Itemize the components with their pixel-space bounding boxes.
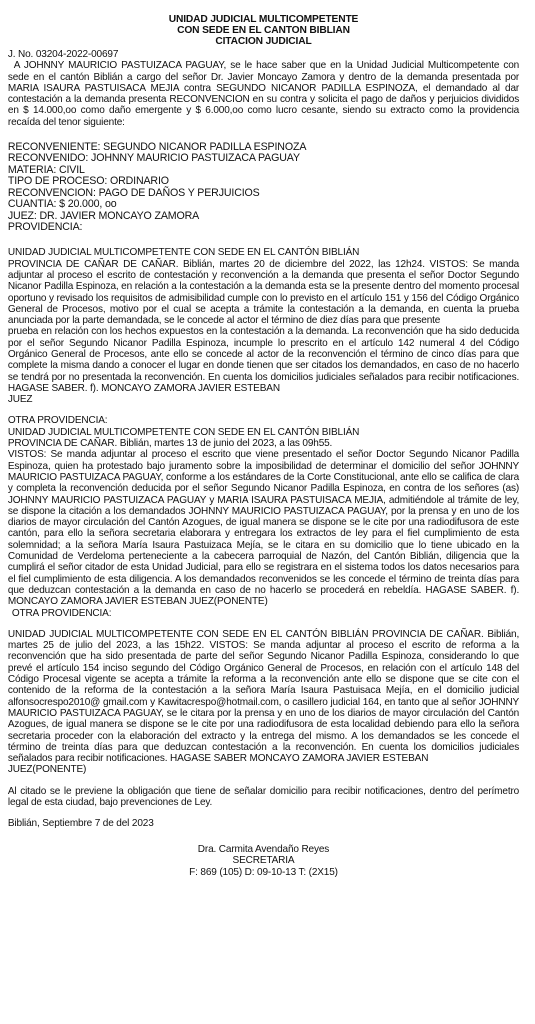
date-line: Biblián, Septiembre 7 de del 2023	[7, 818, 154, 830]
court-name-line: UNIDAD JUDICIAL MULTICOMPETENTE	[168, 14, 359, 25]
field-reconviniente: RECONVENIENTE: SEGUNDO NICANOR PADILLA ESPINOZA	[7, 141, 307, 154]
providencia-3-body: UNIDAD JUDICIAL MULTICOMPETENTE CON SEDE EN EL CANTÓN BIBLIÁN PROVINCIA DE CAÑAR. Biblián, martes 25 de julio del 2023, a las 15h22. VISTOS: Se manda adjuntar al proceso el escrito de reforma a la reconvención que ha sido presentada de parte del señor Segundo Nicanor Padilla Espinoza, considerando lo que prevé el artículo 154 inciso segundo del Código Orgánico General de Procesos, en relación con el artículo 148 del Código Procesal vigente se acepta a trámite la reforma a la reconvención ante ello se dispone que se cite con el contenido de la reforma de la contestación a la señora María Isaura Pastuisaca Mejía, en el domicilio judicial alfonsocrespo2010@ gmail.com y Kawitacrespo@hotmail.com, o casillero judicial 164, en tanto que al señor JOHNNY MAURICIO PASTUIZACA PAGUAY, se le citara por la prensa y en uno de los diarios de mayor circulación del Cantón Azogues, de igual manera se dispone se le cite por una radiodifusora de esta localidad debiendo para ello la señora secretaria proceder con la elaboración del extracto y la entrega del mismo. A los demandados se les concede el término de treinta días para que deduzcan contestación a la reconvención. En cuenta los domicilios judiciales señalados para recibir notificaciones. HAGASE SABER MONCAYO ZAMORA JAVIER ESTEBAN	[7, 628, 520, 765]
domicile-notice: Al citado se le previene la obligación que tiene de señalar domicilio para recibir notificaciones, dentro del perímetro legal de esta ciudad, bajo prevenciones de Ley.	[7, 785, 520, 808]
providencia-3	[8, 629, 519, 776]
providencia-1-signer: JUEZ	[7, 394, 33, 406]
signature-block	[8, 844, 519, 879]
case-fields	[8, 142, 519, 233]
field-providencia: PROVIDENCIA:	[7, 220, 83, 233]
notice-title: CITACION JUDICIAL	[215, 36, 312, 47]
court-seat-line: CON SEDE EN EL CANTON BIBLIAN	[177, 25, 350, 36]
providencia-1-body-b: prueba en relación con los hechos expuestos en la contestación a la demanda. La reconvención que ha sido deducida por el señor Segundo Nicanor Padilla Espinoza, incumple lo prescrito en el artículo 142 numeral 4 del Código Orgánico General de Procesos, ante ello se concede al actor de la reconvención el término de cinco días para que complete la misma dando a conocer el lugar en donde tienen que ser citados los demandados, en caso de no hacerlo se tendrá por no presentada la reconvención. En cuenta los domicilios judiciales señalados para recibir notificaciones. HAGASE SABER. f). MONCAYO ZAMORA JAVIER ESTEBAN	[7, 326, 520, 394]
providencia-2-heading: UNIDAD JUDICIAL MULTICOMPETENTE CON SEDE EN EL CANTÓN BIBLIÁN	[7, 426, 360, 438]
signer-title: SECRETARIA	[232, 855, 295, 867]
providencia-2-place-date: PROVINCIA DE CAÑAR. Biblián, martes 13 de junio del 2023, a las 09h55.	[7, 438, 333, 450]
field-reconvenido: RECONVENIDO: JOHNNY MAURICIO PASTUIZACA PAGUAY	[7, 152, 300, 165]
field-juez: JUEZ: DR. JAVIER MONCAYO ZAMORA	[7, 209, 200, 222]
field-tipo-proceso: TIPO DE PROCESO: ORDINARIO	[7, 175, 169, 188]
providencia-2	[8, 415, 519, 618]
providencia-1-body-a: PROVINCIA DE CAÑAR DE CAÑAR. Biblián, martes 20 de diciembre del 2022, las 12h24. VISTOS: Se manda adjuntar al proceso el escrito de contestación y reconvención a la demanda que presenta el señor Doctor Segundo Nicanor Padilla Espinoza, en relación a la contestación a la demanda esta se la presente dentro del momento procesal oportuno y revisado los requisitos de admisibilidad cumple con lo previsto en el artículo 151 y 156 del Código Orgánico General de Procesos, motivo por el cual se acepta a trámite la contestación a la demanda, en cuenta la prueba anunciada por la parte demandada, se le concede al actor el término de diez días para que presente	[7, 258, 520, 327]
providencia-2-body: VISTOS: Se manda adjuntar al proceso el escrito que viene presentado el señor Doctor Segundo Nicanor Padilla Espinoza, quien ha protestado bajo juramento sobre la imposibilidad de determinar el domicilio del señor JOHNNY MAURICIO PASTUIZACA PAGUAY, conforme a los estándares de la Corte Constitucional, ante ello se califica de clara y completa la reconvención deducida por el señor Segundo Nicanor Padilla Espinoza, en contra de los señores (as) JOHNNY MAURICIO PASTUIZACA PAGUAY y MARIA ISAURA PASTUISACA MEJIA, admitiéndole al trámite de ley, se dispone la citación a los demandados JOHNNY MAURICIO PASTUIZACA PAGUAY, por la prensa y en uno de los diarios de mayor circulación del Cantón Azogues, de igual manera se dispone se le cite por una radiodifusora de este cantón, para ello la señora secretaria elaborara y entregara los extractos de ley para el fiel cumplimiento de esta solemnidad; a la señora María Isaura Pastuizaca Mejía, se le citara en su domicilio que lo tiene ubicado en la Comunidad de Verdeloma perteneciente a la cabecera parroquial de Nazón, del Cantón Biblián, diligencia que la cumplirá el señor citador de esta Unidad Judicial, para ello se registrara en el sistema todos los datos necesarios para el fiel cumplimiento de esta diligencia. A los demandados reconvenidos se les concede el término de treinta días para que deduzcan contestación a la demanda en caso de no hacerlo se procederá en rebeldía. HAGASE SABER. f). MONCAYO ZAMORA JAVIER ESTEBAN JUEZ(PONENTE)	[7, 449, 520, 608]
providencia-1	[8, 247, 519, 405]
field-reconvencion: RECONVENCION: PAGO DE DAÑOS Y PERJUICIOS	[7, 186, 260, 199]
field-materia: MATERIA: CIVIL	[7, 163, 85, 176]
field-cuantia: CUANTIA: $ 20.000, oo	[7, 198, 117, 211]
providencia-3-label: OTRA PROVIDENCIA:	[11, 607, 112, 619]
providencia-2-label: OTRA PROVIDENCIA:	[7, 415, 108, 427]
case-number: J. No. 03204-2022-00697	[7, 49, 119, 60]
signer-name: Dra. Carmita Avendaño Reyes	[197, 843, 330, 855]
providencia-3-signer: JUEZ(PONENTE)	[7, 764, 87, 776]
intro-paragraph: A JOHNNY MAURICIO PASTUIZACA PAGUAY, se le hace saber que en la Unidad Judicial Multicompetente con sede en el cantón Biblián a cargo del señor Dr. Javier Moncayo Zamora y dentro de la demanda presentada por MARIA ISAURA PASTUISACA MEJIA contra SEGUNDO NICANOR PADILLA ESPINOZA, el demandado al dar contestación a la demanda presenta RECONVENCION en su contra y solicita el pago de daños y perjuicios divididos en $ 14.000,oo como daño emergente y $ 6.000,oo como lucro cesante, siendo su extracto como la providencia recaída del tenor siguiente:	[7, 60, 520, 128]
providencia-1-heading: UNIDAD JUDICIAL MULTICOMPETENTE CON SEDE EN EL CANTÓN BIBLIÁN	[7, 247, 360, 259]
publication-reference: F: 869 (105) D: 09-10-13 T: (2X15)	[189, 866, 338, 878]
